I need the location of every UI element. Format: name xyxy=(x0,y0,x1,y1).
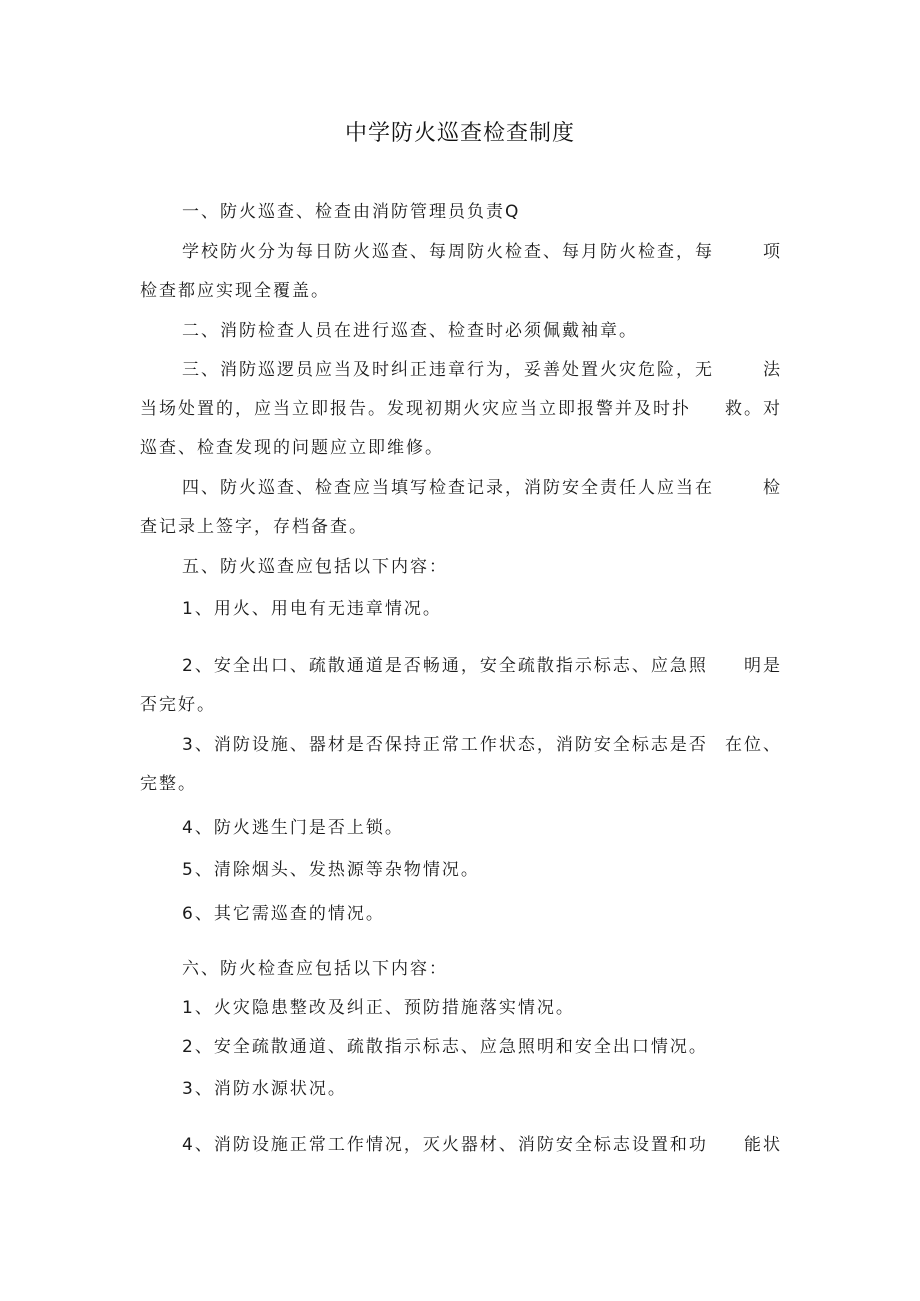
list-item-6-1 xyxy=(182,996,782,1020)
list-item-5-3-text-b: 在位、 xyxy=(725,735,782,755)
paragraph-6-text: 五、防火巡查应包括以下内容： xyxy=(182,557,448,577)
paragraph-7-text: 六、防火检查应包括以下内容： xyxy=(182,959,448,979)
paragraph-3-text: 二、消防检查人员在进行巡查、检查时必须佩戴袖章。 xyxy=(182,321,638,341)
list-item-5-2-text-b: 明是 xyxy=(744,656,782,676)
list-item-5-4 xyxy=(182,816,782,840)
list-item-5-3-line-1 xyxy=(182,733,782,757)
list-item-5-3-text-c: 完整。 xyxy=(140,774,197,794)
list-item-6-4-line-1 xyxy=(182,1133,782,1157)
paragraph-5-line-2 xyxy=(140,515,782,539)
list-item-5-1-text: 1、用火、用电有无违章情况。 xyxy=(182,599,442,619)
paragraph-2-line-2 xyxy=(140,279,782,303)
paragraph-4-text-d: 救。对 xyxy=(725,399,782,419)
list-item-6-4-text-a: 4、消防设施正常工作情况，灭火器材、消防安全标志设置和功 xyxy=(182,1135,708,1155)
paragraph-4-text-c: 当场处置的，应当立即报告。发现初期火灾应当立即报警并及时扑 xyxy=(140,399,691,419)
list-item-5-5 xyxy=(182,858,782,882)
paragraph-6 xyxy=(182,555,782,579)
paragraph-5-line-1 xyxy=(182,476,782,500)
paragraph-4-text-e: 巡查、检查发现的问题应立即维修。 xyxy=(140,438,444,458)
paragraph-5-text-a: 四、防火巡查、检查应当填写检查记录，消防安全责任人应当在 xyxy=(182,478,714,498)
list-item-5-6-text: 6、其它需巡查的情况。 xyxy=(182,904,385,924)
list-item-5-2-text-c: 否完好。 xyxy=(140,695,216,715)
list-item-6-1-text: 1、火灾隐患整改及纠正、预防措施落实情况。 xyxy=(182,998,575,1018)
paragraph-4-text-b: 法 xyxy=(763,360,782,380)
list-item-6-4-text-b: 能状 xyxy=(744,1135,782,1155)
list-item-5-5-text: 5、清除烟头、发热源等杂物情况。 xyxy=(182,860,480,880)
list-item-6-2 xyxy=(182,1035,782,1059)
list-item-5-4-text: 4、防火逃生门是否上锁。 xyxy=(182,818,404,838)
paragraph-2-text-c: 检查都应实现全覆盖。 xyxy=(140,281,330,301)
paragraph-7 xyxy=(182,957,782,981)
list-item-5-3-text-a: 3、消防设施、器材是否保持正常工作状态，消防安全标志是否 xyxy=(182,735,708,755)
paragraph-5-text-c: 查记录上签字，存档备查。 xyxy=(140,517,368,537)
list-item-6-3-text: 3、消防水源状况。 xyxy=(182,1079,347,1099)
list-item-5-6 xyxy=(182,902,782,926)
paragraph-3 xyxy=(182,319,782,343)
list-item-5-3-line-2 xyxy=(140,772,782,796)
paragraph-4-line-2 xyxy=(140,397,782,421)
paragraph-5-text-b: 检 xyxy=(763,478,782,498)
paragraph-1 xyxy=(182,200,782,224)
paragraph-1-text: 一、防火巡查、检查由消防管理员负责Q xyxy=(182,202,521,222)
list-item-5-1 xyxy=(182,597,782,621)
list-item-6-3 xyxy=(182,1077,782,1101)
list-item-5-2-line-2 xyxy=(140,693,782,717)
list-item-6-2-text: 2、安全疏散通道、疏散指示标志、应急照明和安全出口情况。 xyxy=(182,1037,708,1057)
paragraph-4-line-3 xyxy=(140,436,782,460)
list-item-5-2-text-a: 2、安全出口、疏散通道是否畅通，安全疏散指示标志、应急照 xyxy=(182,656,708,676)
paragraph-4-text-a: 三、消防巡逻员应当及时纠正违章行为，妥善处置火灾危险，无 xyxy=(182,360,714,380)
document-title: 中学防火巡查检查制度 xyxy=(344,121,575,146)
paragraph-2-text-b: 项 xyxy=(763,242,782,262)
list-item-5-2-line-1 xyxy=(182,654,782,678)
paragraph-4-line-1 xyxy=(182,358,782,382)
paragraph-2-text-a: 学校防火分为每日防火巡查、每周防火检查、每月防火检查，每 xyxy=(182,242,714,262)
paragraph-2-line-1 xyxy=(182,240,782,264)
